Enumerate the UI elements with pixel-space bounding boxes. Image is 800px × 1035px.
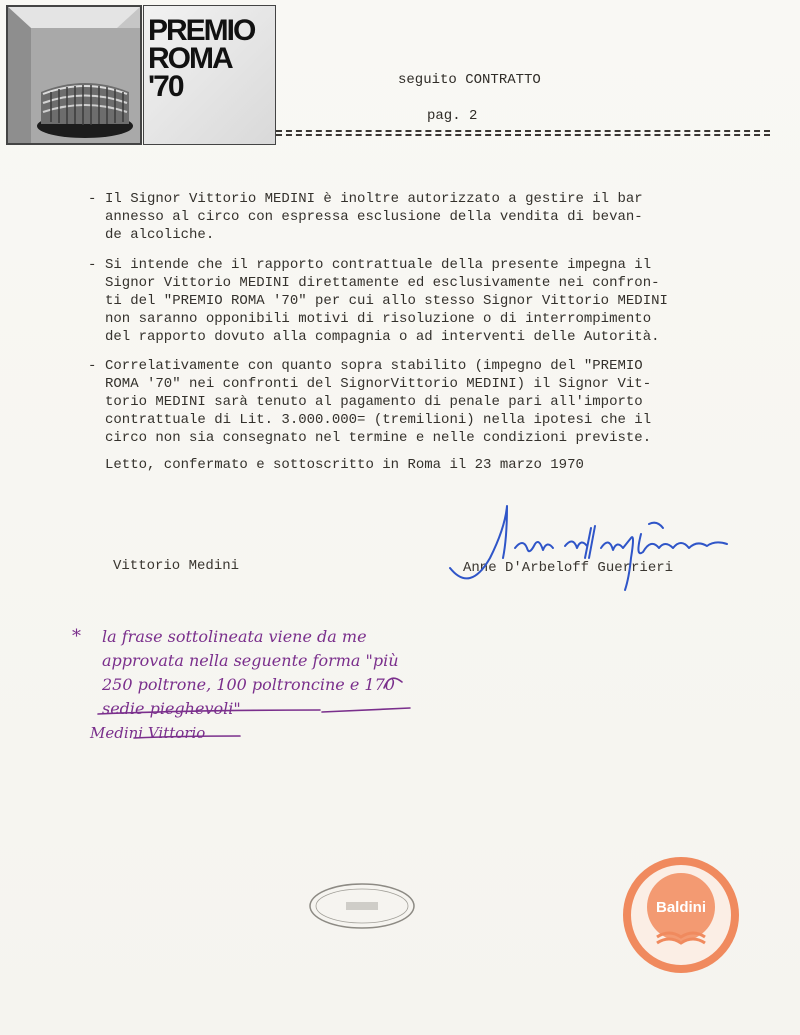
- paragraph-line: Correlativamente con quanto sopra stabilito (impegno del "PREMIO: [105, 358, 643, 374]
- document-title: seguito CONTRATTO: [398, 72, 541, 88]
- colosseum-photo: [6, 5, 142, 145]
- paragraph-line: de alcoliche.: [105, 227, 215, 243]
- paragraph-line: Signor Vittorio MEDINI direttamente ed esclusivamente nei confron-: [105, 275, 660, 291]
- note-underlines: [90, 640, 430, 750]
- note-signature: Medini Vittorio: [90, 724, 206, 742]
- asterisk-icon: *: [72, 626, 81, 647]
- bullet-dash: -: [88, 191, 97, 207]
- bullet-dash: -: [88, 358, 97, 374]
- note-line: * la frase sottolineata viene da me: [72, 626, 367, 647]
- paragraph-line: non saranno opponibili motivi di risoluzione o di interrompimento: [105, 311, 652, 327]
- library-oval-stamp: [308, 882, 416, 930]
- paragraph-line: ROMA '70" nei confronti del SignorVittorio MEDINI) il Signor Vit-: [105, 376, 652, 392]
- logo-line-1: PREMIO: [148, 14, 255, 47]
- note-line: 250 poltrone, 100 poltroncine e 170: [102, 675, 395, 694]
- header-divider: [276, 130, 770, 136]
- premio-roma-logo: [6, 5, 276, 143]
- paragraph-contract-commitment: [88, 256, 728, 346]
- paragraph-line: torio MEDINI sarà tenuto al pagamento di penale pari all'importo: [105, 394, 643, 410]
- page-number: pag. 2: [427, 108, 478, 124]
- paragraph-line: Il Signor Vittorio MEDINI è inoltre autorizzato a gestire il bar: [105, 191, 643, 207]
- signatory-right-name: Anne D'Arbeloff Guerrieri: [463, 560, 674, 576]
- logo-line-2: ROMA: [148, 42, 232, 75]
- paragraph-line: contrattuale di Lit. 3.000.000= (tremilioni) nella ipotesi che il: [105, 412, 652, 428]
- paragraph-line: annesso al circo con espressa esclusione della vendita di bevan-: [105, 209, 643, 225]
- paragraph-line: Si intende che il rapporto contrattuale della presente impegna il: [105, 257, 652, 273]
- logo-wordmark-box: [143, 5, 276, 145]
- paragraph-line: ti del "PREMIO ROMA '70" per cui allo stesso Signor Vittorio MEDINI: [105, 293, 668, 309]
- logo-line-3: '70: [148, 70, 183, 103]
- badge-label: Baldini: [655, 899, 706, 916]
- colosseum-model-icon: [7, 6, 141, 144]
- note-line: approvata nella seguente forma "più: [102, 651, 399, 670]
- signatory-left-name: Vittorio Medini: [113, 558, 240, 574]
- paragraph-penalty-clause: [88, 357, 728, 447]
- closing-statement: Letto, confermato e sottoscritto in Roma il 23 marzo 1970: [105, 457, 584, 473]
- paragraph-line: del rapporto dovuto alla compagnia o ad interventi delle Autorità.: [105, 329, 660, 345]
- handwritten-signature-guerrieri: [445, 498, 745, 598]
- paragraph-bar-authorization: [88, 190, 728, 244]
- note-line: sedie pieghevoli": [102, 699, 241, 718]
- paragraph-line: circo non sia consegnato nel termine e nelle condizioni previste.: [105, 430, 652, 446]
- bullet-dash: -: [88, 257, 97, 273]
- baldini-library-badge: [621, 855, 741, 975]
